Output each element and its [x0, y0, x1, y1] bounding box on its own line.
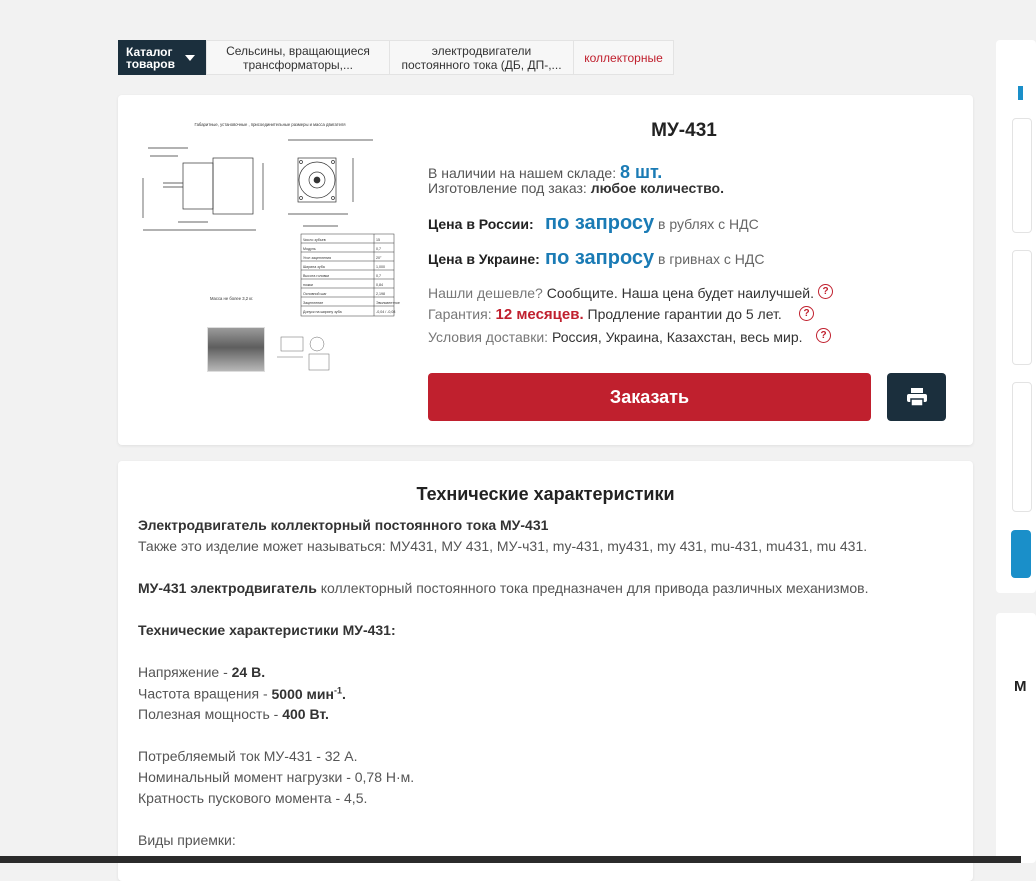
- price-ukraine: [428, 247, 764, 270]
- product-drawing[interactable]: [138, 118, 402, 316]
- svg-text:Высота головки: Высота головки: [303, 274, 330, 278]
- svg-text:2,198: 2,198: [376, 292, 385, 296]
- print-button[interactable]: [887, 373, 946, 421]
- svg-text:1,000: 1,000: [376, 265, 385, 269]
- price-russia-label: Цена в России:: [428, 216, 534, 232]
- spec-current: Потребляемый ток МУ-431 - 32 А.: [138, 748, 358, 764]
- cheaper-info: [428, 285, 814, 301]
- price-ukraine-label: Цена в Украине:: [428, 251, 540, 267]
- warranty-info: [428, 306, 782, 323]
- svg-text:Основной шаг: Основной шаг: [303, 292, 327, 296]
- stock-label: В наличии на нашем складе:: [428, 165, 617, 181]
- sidebar-field[interactable]: [1012, 118, 1032, 233]
- spec-acceptance: Виды приемки:: [138, 832, 236, 848]
- tech-subtitle: Электродвигатель коллекторный постоянного тока МУ-431: [138, 517, 549, 533]
- price-russia: [428, 212, 759, 235]
- thumbnail-drawing[interactable]: [275, 327, 335, 372]
- price-ukraine-value[interactable]: по запросу: [545, 247, 655, 269]
- price-ukraine-note: в гривнах с НДС: [658, 251, 765, 267]
- svg-text:0,7: 0,7: [376, 247, 381, 251]
- question-icon[interactable]: ?: [816, 328, 831, 343]
- svg-text:-0,04 / -0,08: -0,04 / -0,08: [376, 310, 396, 314]
- spec-torque: Номинальный момент нагрузки - 0,78 Н·м.: [138, 769, 415, 785]
- question-icon[interactable]: ?: [799, 306, 814, 321]
- spec-power: Полезная мощность - 400 Вт.: [138, 706, 329, 722]
- sidebar-submit-button[interactable]: [1011, 530, 1031, 578]
- svg-text:Угол зацепления: Угол зацепления: [303, 256, 332, 260]
- drawing-header: Габаритные, установочные , присоединительные размеры и масса двигателя: [194, 122, 346, 127]
- thumbnail-photo[interactable]: [207, 327, 265, 372]
- order-value: любое количество.: [590, 180, 724, 196]
- svg-text:ножки: ножки: [303, 283, 313, 287]
- delivery-label: Условия доставки:: [428, 329, 549, 345]
- svg-text:Допуск на ширину зуба: Допуск на ширину зуба: [303, 310, 342, 314]
- tech-title: Технические характеристики: [416, 484, 675, 504]
- tech-intro-rest: коллекторный постоянного тока предназначен для привода различных механизмов.: [316, 580, 869, 596]
- breadcrumb-item-selsyns[interactable]: Сельсины, вращающиеся трансформаторы,...: [206, 40, 390, 75]
- breadcrumb: [118, 40, 674, 75]
- delivery-value: Россия, Украина, Казахстан, весь мир.: [551, 329, 803, 345]
- spec-speed: Частота вращения - 5000 мин$^{-1}$.: [138, 685, 346, 702]
- catalog-button[interactable]: [118, 40, 206, 75]
- order-info: [428, 180, 724, 196]
- price-russia-note: в рублях с НДС: [658, 216, 759, 232]
- svg-text:15: 15: [376, 238, 380, 242]
- sidebar-field[interactable]: [1012, 250, 1032, 365]
- svg-text:Эвольвентное: Эвольвентное: [376, 301, 400, 305]
- order-label: Изготовление под заказ:: [428, 180, 587, 196]
- spec-voltage: Напряжение - 24 В.: [138, 664, 266, 680]
- cheaper-label: Нашли дешевле?: [428, 285, 543, 301]
- chevron-down-icon: [185, 55, 195, 61]
- cheaper-value: Сообщите. Наша цена будет наилучшей.: [546, 285, 815, 301]
- stock-quantity: 8 шт.: [620, 162, 663, 182]
- svg-text:Зацепление: Зацепление: [303, 301, 324, 305]
- tech-spec-heading: Технические характеристики МУ-431:: [138, 622, 396, 638]
- svg-text:0,84: 0,84: [376, 283, 383, 287]
- delivery-info: [428, 329, 803, 345]
- breadcrumb-item-collector: коллекторные: [574, 40, 674, 75]
- product-title: МУ-431: [651, 120, 717, 141]
- spec-start-torque: Кратность пускового момента - 4,5.: [138, 790, 368, 806]
- tech-aliases: Также это изделие может называться: МУ431, МУ 431, МУ-ч31, my-431, my431, my 431, mu-431, mu431, mu 431.: [138, 538, 868, 554]
- question-icon[interactable]: ?: [818, 284, 833, 299]
- svg-text:Ширина зуба: Ширина зуба: [303, 265, 325, 269]
- drawing-mass: Масса не более 3,2 кг.: [210, 296, 254, 301]
- breadcrumb-item-dc-motors[interactable]: электродвигатели постоянного тока (ДБ, ДП-,...: [390, 40, 574, 75]
- svg-text:0,7: 0,7: [376, 274, 381, 278]
- sidebar-accent: [1018, 86, 1023, 100]
- sidebar-panel-lower: [996, 613, 1036, 863]
- price-russia-value[interactable]: по запросу: [545, 212, 655, 234]
- warranty-note: Продление гарантии до 5 лет.: [587, 306, 782, 322]
- warranty-label: Гарантия:: [428, 306, 492, 322]
- printer-icon: [906, 387, 928, 407]
- tech-intro-bold: МУ-431 электродвигатель: [138, 580, 317, 596]
- tech-intro: [138, 580, 868, 596]
- svg-text:20°: 20°: [376, 256, 382, 260]
- sidebar-heading: М: [1014, 678, 1027, 695]
- warranty-value: 12 месяцев.: [495, 306, 584, 323]
- catalog-label: Каталог товаров: [126, 44, 175, 71]
- bottom-bar: [0, 856, 1021, 863]
- svg-text:Число зубьев: Число зубьев: [303, 238, 326, 242]
- svg-text:Модуль: Модуль: [303, 247, 316, 251]
- order-button[interactable]: Заказать: [428, 373, 871, 421]
- sidebar-field[interactable]: [1012, 382, 1032, 512]
